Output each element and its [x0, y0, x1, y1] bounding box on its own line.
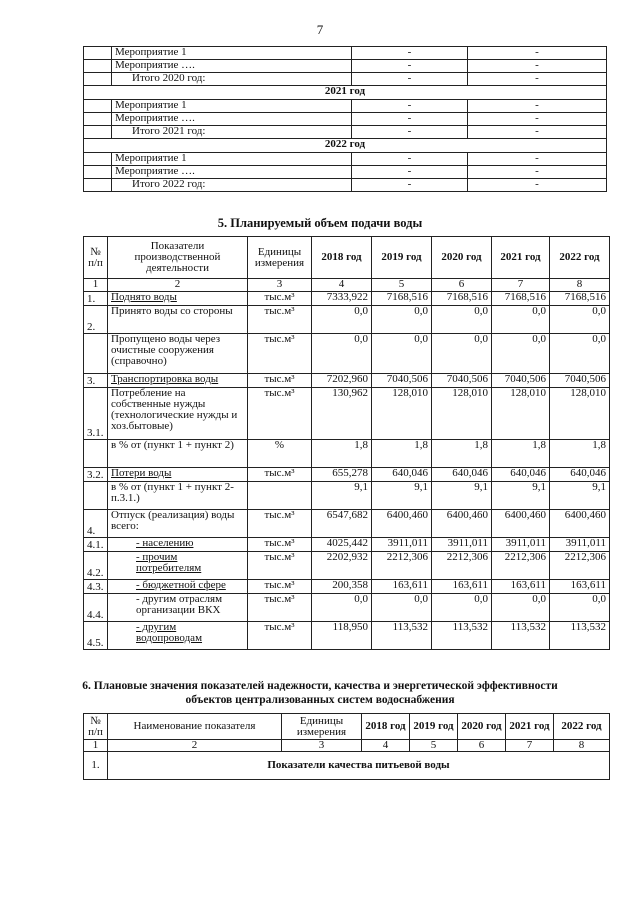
column-number: 4: [312, 279, 372, 292]
measure-name: Мероприятие 1: [112, 153, 352, 166]
indicator-name: Поднято воды: [108, 292, 248, 306]
year-value: 128,010: [432, 388, 492, 440]
year-value: 163,611: [432, 580, 492, 594]
header-indicator: Показатели производственной деятельности: [108, 237, 248, 279]
year-value: 640,046: [550, 468, 610, 482]
indicator-name: Пропущено воды через очистные сооружения (справочно): [108, 334, 248, 374]
unit: %: [248, 440, 312, 468]
column-number-row: [84, 740, 610, 752]
table-row: [84, 113, 607, 126]
table-row: [84, 538, 610, 552]
unit: тыс.м³: [248, 510, 312, 538]
year-heading: 2021 год: [84, 86, 607, 100]
table-row: [84, 752, 610, 780]
unit: тыс.м³: [248, 292, 312, 306]
table-row: [84, 594, 610, 622]
indicator-name: Отпуск (реализация) воды всего:: [108, 510, 248, 538]
year-value: 0,0: [372, 306, 432, 334]
year-value: 1,8: [432, 440, 492, 468]
indicator-name: Транспортировка воды: [108, 374, 248, 388]
measure-value: -: [468, 166, 607, 179]
measure-total: Итого 2022 год:: [112, 179, 352, 192]
table-row: [84, 47, 607, 60]
header-year: 2022 год: [550, 237, 610, 279]
table-row: [84, 482, 610, 510]
table-row: [84, 622, 610, 650]
year-value: 118,950: [312, 622, 372, 650]
year-value: 9,1: [432, 482, 492, 510]
header-year: 2020 год: [432, 237, 492, 279]
year-value: 9,1: [312, 482, 372, 510]
year-value: 7202,960: [312, 374, 372, 388]
column-number: 3: [282, 740, 362, 752]
measure-value: -: [352, 166, 468, 179]
reliability-table: [83, 713, 610, 780]
row-num: 3.: [84, 374, 108, 388]
measure-value: -: [468, 153, 607, 166]
header-year: 2021 год: [506, 714, 554, 740]
column-number: 5: [372, 279, 432, 292]
year-value: 0,0: [492, 334, 550, 374]
year-value: 3911,011: [550, 538, 610, 552]
measure-name: Мероприятие ….: [112, 113, 352, 126]
header-unit: Единицы измерения: [282, 714, 362, 740]
unit: тыс.м³: [248, 594, 312, 622]
table-row: [84, 580, 610, 594]
column-number: 6: [458, 740, 506, 752]
header-year: 2022 год: [554, 714, 610, 740]
row-num: [84, 334, 108, 374]
year-value: 7040,506: [372, 374, 432, 388]
indicator-name: - другим водопроводам: [108, 622, 248, 650]
header-num: № п/п: [84, 714, 108, 740]
year-value: 0,0: [492, 594, 550, 622]
unit: тыс.м³: [248, 622, 312, 650]
column-number: 8: [550, 279, 610, 292]
row-num: 4.5.: [84, 622, 108, 650]
year-value: 1,8: [492, 440, 550, 468]
year-value: 7168,516: [492, 292, 550, 306]
year-value: 7040,506: [550, 374, 610, 388]
year-value: 7168,516: [372, 292, 432, 306]
year-value: 0,0: [372, 334, 432, 374]
year-value: 128,010: [550, 388, 610, 440]
measure-value: -: [352, 153, 468, 166]
header-year: 2018 год: [312, 237, 372, 279]
year-value: 0,0: [432, 594, 492, 622]
column-number: 3: [248, 279, 312, 292]
year-value: 4025,442: [312, 538, 372, 552]
table-row: [84, 166, 607, 179]
year-value: 0,0: [372, 594, 432, 622]
year-value: 200,358: [312, 580, 372, 594]
row-num: [84, 482, 108, 510]
year-value: 128,010: [492, 388, 550, 440]
row-num: 3.2.: [84, 468, 108, 482]
indicator-name: - другим отраслям организации ВКХ: [108, 594, 248, 622]
table-row: [84, 179, 607, 192]
measure-value: -: [352, 126, 468, 139]
column-number: 8: [554, 740, 610, 752]
year-value: 640,046: [492, 468, 550, 482]
year-value: 163,611: [550, 580, 610, 594]
year-value: 163,611: [492, 580, 550, 594]
row-num: 1.: [84, 752, 108, 780]
table-row: [84, 334, 610, 374]
measure-name: Мероприятие ….: [112, 166, 352, 179]
section-6-title: 6. Плановые значения показателей надежности, качества и энергетической эффективности: [82, 680, 558, 692]
row-num: 2.: [84, 306, 108, 334]
year-value: 2212,306: [550, 552, 610, 580]
table-row: [84, 374, 610, 388]
year-value: 0,0: [492, 306, 550, 334]
indicator-name: Потери воды: [108, 468, 248, 482]
year-value: 113,532: [492, 622, 550, 650]
header-num: № п/п: [84, 237, 108, 279]
table-row: [84, 73, 607, 86]
year-value: 640,046: [372, 468, 432, 482]
year-value: 2212,306: [432, 552, 492, 580]
unit: [248, 482, 312, 510]
indicator-name: в % от (пункт 1 + пункт 2-п.3.1.): [108, 482, 248, 510]
table-row: [84, 100, 607, 113]
section-5-title: 5. Планируемый объем подачи воды: [217, 216, 423, 230]
year-value: 2202,932: [312, 552, 372, 580]
table-row: [84, 468, 610, 482]
header-year: 2021 год: [492, 237, 550, 279]
measure-name: Мероприятие 1: [112, 100, 352, 113]
year-value: 0,0: [550, 306, 610, 334]
measure-value: -: [352, 60, 468, 73]
unit: тыс.м³: [248, 388, 312, 440]
row-num: 4.: [84, 510, 108, 538]
indicator-name: Потребление на собственные нужды (технологические нужды и хоз.бытовые): [108, 388, 248, 440]
year-value: 0,0: [312, 594, 372, 622]
year-value: 163,611: [372, 580, 432, 594]
year-value: 130,962: [312, 388, 372, 440]
header-year: 2018 год: [362, 714, 410, 740]
water-supply-table: [83, 236, 610, 650]
measures-table: [83, 46, 607, 192]
year-value: 6547,682: [312, 510, 372, 538]
header-year: 2019 год: [372, 237, 432, 279]
measure-name: Мероприятие ….: [112, 60, 352, 73]
year-value: 0,0: [312, 334, 372, 374]
table-row: [84, 440, 610, 468]
row-num: 4.4.: [84, 594, 108, 622]
column-number: 2: [108, 279, 248, 292]
column-number: 7: [506, 740, 554, 752]
year-value: 6400,460: [432, 510, 492, 538]
table-row: [84, 552, 610, 580]
year-value: 113,532: [550, 622, 610, 650]
row-num: 4.2.: [84, 552, 108, 580]
measure-value: -: [468, 126, 607, 139]
header-indicator-name: Наименование показателя: [108, 714, 282, 740]
year-value: 7168,516: [432, 292, 492, 306]
year-value: 0,0: [550, 334, 610, 374]
year-value: 7168,516: [550, 292, 610, 306]
column-number: 5: [410, 740, 458, 752]
year-value: 0,0: [432, 306, 492, 334]
measure-value: -: [468, 113, 607, 126]
quality-indicators-heading: Показатели качества питьевой воды: [108, 752, 610, 780]
year-value: 1,8: [372, 440, 432, 468]
year-value: 0,0: [550, 594, 610, 622]
header-year: 2019 год: [410, 714, 458, 740]
indicator-name: - прочим потребителям: [108, 552, 248, 580]
year-value: 2212,306: [492, 552, 550, 580]
unit: тыс.м³: [248, 580, 312, 594]
year-value: 7040,506: [432, 374, 492, 388]
measure-name: Мероприятие 1: [112, 47, 352, 60]
measure-value: -: [352, 113, 468, 126]
year-value: 1,8: [312, 440, 372, 468]
column-number: 4: [362, 740, 410, 752]
column-number: 6: [432, 279, 492, 292]
year-value: 6400,460: [550, 510, 610, 538]
header-year: 2020 год: [458, 714, 506, 740]
year-value: 1,8: [550, 440, 610, 468]
indicator-name: - населению: [108, 538, 248, 552]
year-value: 3911,011: [432, 538, 492, 552]
year-value: 7040,506: [492, 374, 550, 388]
year-value: 655,278: [312, 468, 372, 482]
year-value: 3911,011: [372, 538, 432, 552]
column-number: 1: [84, 279, 108, 292]
year-value: 2212,306: [372, 552, 432, 580]
measure-total: Итого 2020 год:: [112, 73, 352, 86]
year-heading: 2022 год: [84, 139, 607, 153]
year-value: 113,532: [432, 622, 492, 650]
column-number: 7: [492, 279, 550, 292]
column-number-row: [84, 279, 610, 292]
table-row: [84, 153, 607, 166]
year-value: 9,1: [550, 482, 610, 510]
row-num: 4.3.: [84, 580, 108, 594]
measure-total: Итого 2021 год:: [112, 126, 352, 139]
column-number: 1: [84, 740, 108, 752]
year-value: 3911,011: [492, 538, 550, 552]
year-value: 7333,922: [312, 292, 372, 306]
measure-value: -: [468, 73, 607, 86]
year-value: 640,046: [432, 468, 492, 482]
row-num: 3.1.: [84, 388, 108, 440]
measure-value: -: [468, 47, 607, 60]
unit: тыс.м³: [248, 468, 312, 482]
measure-value: -: [468, 100, 607, 113]
table-row: [84, 388, 610, 440]
year-value: 128,010: [372, 388, 432, 440]
table-row: [84, 126, 607, 139]
year-value: 9,1: [372, 482, 432, 510]
unit: тыс.м³: [248, 306, 312, 334]
year-value: 6400,460: [492, 510, 550, 538]
unit: тыс.м³: [248, 334, 312, 374]
year-value: 0,0: [312, 306, 372, 334]
measure-value: -: [468, 179, 607, 192]
page-number: 7: [316, 22, 324, 37]
row-num: 4.1.: [84, 538, 108, 552]
year-value: 0,0: [432, 334, 492, 374]
indicator-name: Принято воды со стороны: [108, 306, 248, 334]
header-unit: Единицы измерения: [248, 237, 312, 279]
table-row: [84, 292, 610, 306]
table-row: [84, 60, 607, 73]
measure-value: -: [352, 73, 468, 86]
measure-value: -: [352, 179, 468, 192]
column-number: 2: [108, 740, 282, 752]
year-value: 6400,460: [372, 510, 432, 538]
row-num: 1.: [84, 292, 108, 306]
year-value: 113,532: [372, 622, 432, 650]
table-row: [84, 510, 610, 538]
measure-value: -: [468, 60, 607, 73]
section-6-subtitle: объектов централизованных систем водоснабжения: [185, 694, 455, 706]
unit: тыс.м³: [248, 538, 312, 552]
year-value: 9,1: [492, 482, 550, 510]
unit: тыс.м³: [248, 552, 312, 580]
row-num: [84, 440, 108, 468]
measure-value: -: [352, 100, 468, 113]
measure-value: -: [352, 47, 468, 60]
indicator-name: в % от (пункт 1 + пункт 2): [108, 440, 248, 468]
indicator-name: - бюджетной сфере: [108, 580, 248, 594]
table-row: [84, 306, 610, 334]
unit: тыс.м³: [248, 374, 312, 388]
